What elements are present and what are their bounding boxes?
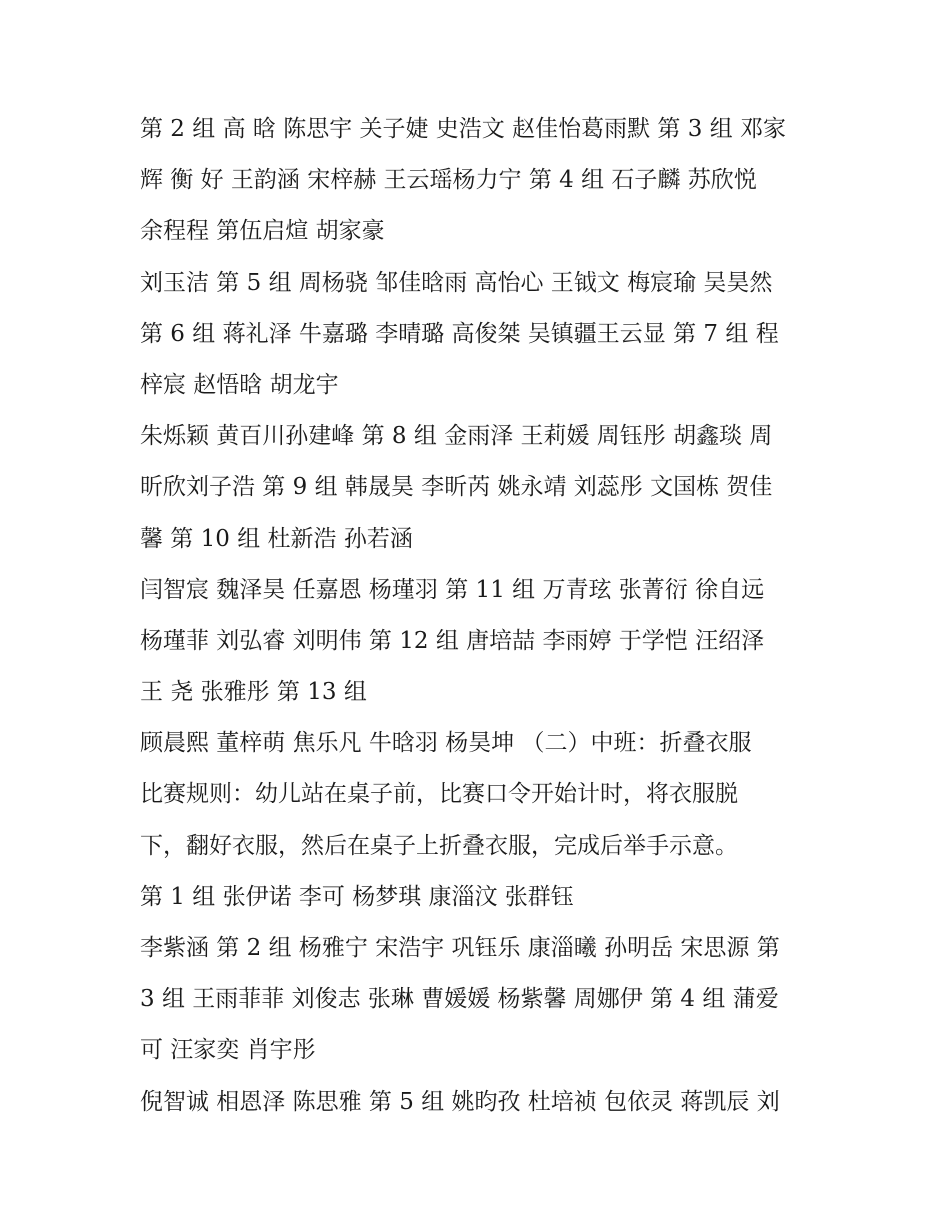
text-line: 余程程 第伍启煊 胡家豪 — [140, 218, 385, 245]
text-line: 3 组 王雨菲菲 刘俊志 张琳 曹媛媛 杨紫馨 周娜伊 第 4 组 蒲爱 — [140, 986, 779, 1013]
text-line: 下，翻好衣服，然后在桌子上折叠衣服，完成后举手示意。 — [140, 832, 738, 859]
text-line: 朱烁颖 黄百川孙建峰 第 8 组 金雨泽 王莉媛 周钰彤 胡鑫琰 周 — [140, 423, 773, 450]
text-line: 辉 衡 好 王韵涵 宋梓赫 王云瑶杨力宁 第 4 组 石子麟 苏欣悦 — [140, 167, 757, 194]
text-line: 比赛规则：幼儿站在桌子前，比赛口令开始计时，将衣服脱 — [140, 781, 738, 808]
text-line: 梓宸 赵悟晗 胡龙宇 — [140, 371, 339, 398]
text-line: 可 汪家奕 肖宇彤 — [140, 1037, 316, 1064]
text-line: 第 1 组 张伊诺 李可 杨梦琪 康淄汶 张群钰 — [140, 883, 574, 910]
document-body — [140, 104, 820, 1128]
text-line: 昕欣刘子浩 第 9 组 韩晟昊 李昕芮 姚永靖 刘蕊彤 文国栋 贺佳 — [140, 474, 773, 501]
text-line: 杨瑾菲 刘弘睿 刘明伟 第 12 组 唐培喆 李雨婷 于学恺 汪绍泽 — [140, 627, 765, 654]
text-line: 王 尧 张雅彤 第 13 组 — [140, 679, 367, 706]
text-line: 第 6 组 蒋礼泽 牛嘉璐 李晴璐 高俊桀 吴镇疆王云显 第 7 组 程 — [140, 320, 779, 347]
text-line: 刘玉洁 第 5 组 周杨骁 邹佳晗雨 高怡心 王钺文 梅宸瑜 吴昊然 — [140, 269, 773, 296]
text-line: 倪智诚 相恩泽 陈思雅 第 5 组 姚昀孜 杜培祯 包依灵 蒋凯辰 刘 — [140, 1088, 780, 1115]
text-line: 闫智宸 魏泽昊 任嘉恩 杨瑾羽 第 11 组 万青玹 张菁衍 徐自远 — [140, 576, 765, 603]
text-line: 第 2 组 高 晗 陈思宇 关子婕 史浩文 赵佳怡葛雨默 第 3 组 邓家 — [140, 116, 786, 142]
text-line: 馨 第 10 组 杜新浩 孙若涵 — [140, 525, 413, 552]
text-line: 顾晨熙 董梓萌 焦乐凡 牛晗羽 杨昊坤 （二）中班：折叠衣服 — [140, 730, 752, 757]
text-line: 李紫涵 第 2 组 杨雅宁 宋浩宇 巩钰乐 康淄曦 孙明岳 宋思源 第 — [140, 935, 780, 961]
